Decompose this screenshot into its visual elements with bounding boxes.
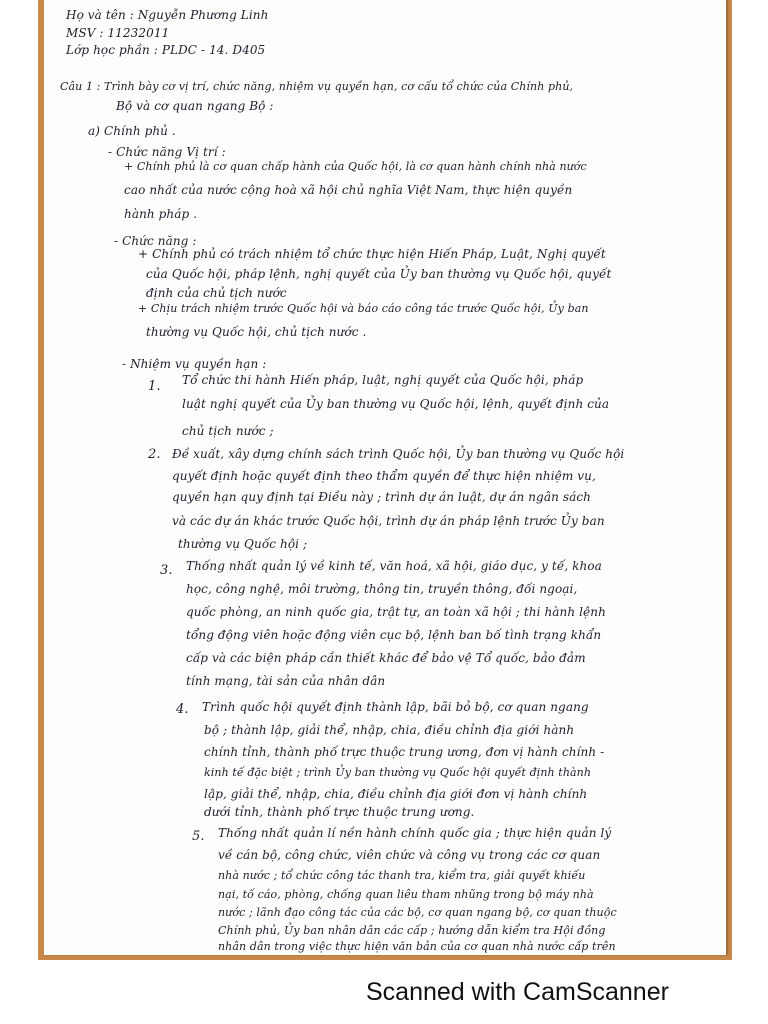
position-line: cao nhất của nước cộng hoà xã hội chủ nghĩa Việt Nam, thực hiện quyền [124, 183, 573, 197]
duty-line: tính mạng, tài sản của nhân dân [186, 674, 386, 688]
duty-line: bộ ; thành lập, giải thể, nhập, chia, điều chỉnh địa giới hành [204, 723, 575, 737]
duty-line: tổng động viên hoặc động viên cục bộ, lệnh ban bố tình trạng khẩn [186, 628, 602, 642]
duty-number: 1. [148, 379, 161, 394]
duty-number: 2. [148, 447, 161, 462]
duty-number: 5. [192, 829, 205, 844]
scanner-watermark: Scanned with CamScanner [366, 978, 669, 1006]
duty-line: quyết định hoặc quyết định theo thẩm quyền để thực hiện nhiệm vụ, [172, 469, 596, 483]
position-label: - Chức năng Vị trí : [108, 145, 226, 159]
duty-line: Chính phủ, Ủy ban nhân dân các cấp ; hướng dẫn kiểm tra Hội đồng [218, 924, 606, 937]
position-line: + Chính phủ là cơ quan chấp hành của Quốc hội, là cơ quan hành chính nhà nước [124, 160, 587, 173]
duty-line: nước ; lãnh đạo công tác của các bộ, cơ quan ngang bộ, cơ quan thuộc [218, 906, 617, 919]
duty-line: nhân dân trong việc thực hiện văn bản của cơ quan nhà nước cấp trên [218, 940, 616, 953]
duty-line: cấp và các biện pháp cần thiết khác để bảo vệ Tổ quốc, bảo đảm [186, 651, 586, 665]
duty-line: nhà nước ; tổ chức công tác thanh tra, kiểm tra, giải quyết khiếu [218, 869, 586, 882]
section-heading: a) Chính phủ . [88, 124, 176, 138]
duty-line: Tổ chức thi hành Hiến pháp, luật, nghị quyết của Quốc hội, pháp [182, 373, 584, 387]
duty-line: Đề xuất, xây dựng chính sách trình Quốc hội, Ủy ban thường vụ Quốc hội [172, 447, 625, 461]
duty-line: nại, tố cáo, phòng, chống quan liêu tham nhũng trong bộ máy nhà [218, 888, 594, 901]
duty-line: thường vụ Quốc hội ; [178, 537, 308, 551]
duty-line: dưới tỉnh, thành phố trực thuộc trung ương. [204, 805, 475, 819]
handwritten-page [44, 0, 726, 955]
duty-line: chủ tịch nước ; [182, 424, 274, 438]
student-id: MSV : 11232011 [66, 26, 170, 40]
function-line: thường vụ Quốc hội, chủ tịch nước . [146, 325, 367, 339]
duty-line: luật nghị quyết của Ủy ban thường vụ Quốc hội, lệnh, quyết định của [182, 397, 610, 411]
function-line: của Quốc hội, pháp lệnh, nghị quyết của Ủy ban thường vụ Quốc hội, quyết [146, 267, 612, 281]
duty-line: Trình quốc hội quyết định thành lập, bãi bỏ bộ, cơ quan ngang [202, 700, 589, 714]
duty-line: lập, giải thể, nhập, chia, điều chỉnh địa giới đơn vị hành chính [204, 787, 588, 801]
duty-line: học, công nghệ, môi trường, thông tin, truyền thông, đối ngoại, [186, 582, 578, 596]
function-label: - Chức năng : [114, 234, 197, 248]
question-line-1: Câu 1 : Trình bày cơ vị trí, chức năng, nhiệm vụ quyền hạn, cơ cấu tổ chức của Chính phủ, [60, 80, 574, 93]
question-line-2: Bộ và cơ quan ngang Bộ : [116, 99, 274, 113]
duty-line: Thống nhất quản lý về kinh tế, văn hoá, xã hội, giáo dục, y tế, khoa [186, 559, 602, 573]
duty-line: quyền hạn quy định tại Điều này ; trình dự án luật, dự án ngân sách [172, 490, 592, 504]
function-line: + Chính phủ có trách nhiệm tổ chức thực hiện Hiến Pháp, Luật, Nghị quyết [138, 247, 606, 261]
duty-line: chính tỉnh, thành phố trực thuộc trung ương, đơn vị hành chính - [204, 745, 605, 759]
duty-line: quốc phòng, an ninh quốc gia, trật tự, an toàn xã hội ; thi hành lệnh [186, 605, 606, 619]
function-line: định của chủ tịch nước [146, 286, 287, 300]
class-code: Lớp học phần : PLDC - 14. D405 [66, 43, 266, 57]
function-line: + Chịu trách nhiệm trước Quốc hội và báo cáo công tác trước Quốc hội, Ủy ban [138, 302, 589, 315]
duty-number: 3. [160, 563, 173, 578]
student-name: Họ và tên : Nguyễn Phương Linh [66, 8, 269, 22]
duty-number: 4. [176, 702, 189, 717]
duty-line: và các dự án khác trước Quốc hội, trình dự án pháp lệnh trước Ủy ban [172, 514, 605, 528]
position-line: hành pháp . [124, 207, 198, 221]
duty-line: về cán bộ, công chức, viên chức và công vụ trong các cơ quan [218, 848, 601, 862]
duty-line: kinh tế đặc biệt ; trình Ủy ban thường vụ Quốc hội quyết định thành [204, 766, 592, 779]
duty-line: Thống nhất quản lí nền hành chính quốc gia ; thực hiện quản lý [218, 826, 612, 840]
duties-label: - Nhiệm vụ quyền hạn : [122, 357, 267, 371]
